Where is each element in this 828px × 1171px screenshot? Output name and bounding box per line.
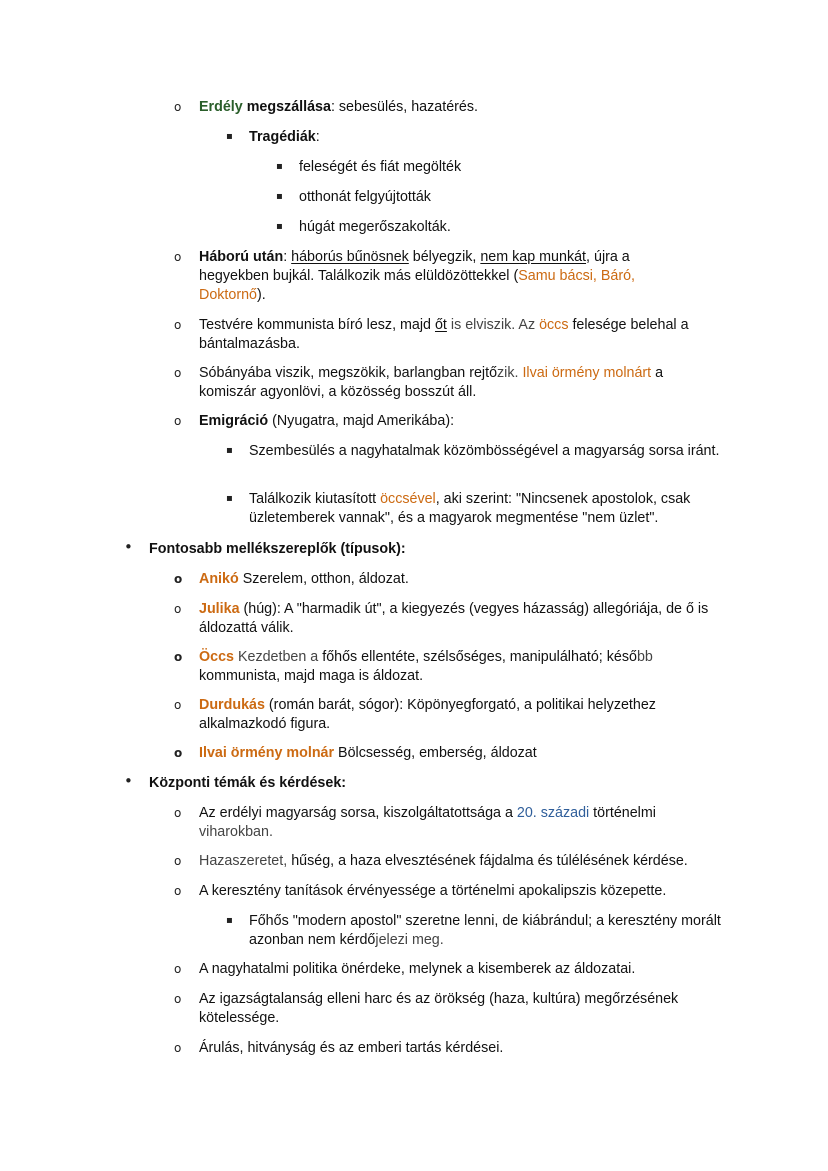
square-bullet-icon: ▪ bbox=[226, 493, 233, 504]
text: felesége belehal a bántalmazásba. bbox=[199, 317, 689, 352]
list-item-fohos bbox=[249, 912, 739, 950]
text: Az erdélyi magyarság sorsa, kiszolgáltatottsága a bbox=[199, 805, 517, 821]
list-item-ilvai bbox=[199, 744, 719, 763]
term-occsevel: öccsével bbox=[380, 491, 436, 507]
text: Testvére kommunista bíró lesz, majd bbox=[199, 317, 435, 333]
list-item-trag-1: feleségét és fiát megölték bbox=[299, 159, 462, 175]
circle-bullet-icon: o bbox=[174, 650, 183, 664]
text: kommunista, majd maga is áldozat. bbox=[199, 668, 424, 684]
text: ellentéte, szélsőséges, manipulálható; késő bbox=[357, 649, 637, 665]
circle-bullet-icon: o bbox=[174, 746, 183, 760]
square-bullet-icon: ▪ bbox=[276, 221, 283, 232]
list-item-sobanya bbox=[199, 364, 714, 402]
list-item-erdely bbox=[199, 98, 759, 117]
text: történelmi bbox=[589, 805, 656, 821]
list-item-julika bbox=[199, 600, 734, 638]
circle-bullet-icon: o bbox=[174, 100, 182, 114]
square-bullet-icon: ▪ bbox=[276, 191, 283, 202]
text: (húg): A "harmadik út", a kiegyezés (vegyes házasság) allegóriája, de ő is áldozattá válik. bbox=[199, 601, 709, 636]
circle-bullet-icon: o bbox=[174, 250, 182, 264]
square-bullet-icon: ▪ bbox=[226, 445, 233, 456]
text: Szerelem, otthon, áldozat. bbox=[238, 571, 409, 587]
text: hűség, a haza elvesztésének fájdalma és túlélésének kérdése. bbox=[287, 853, 688, 869]
list-item-emigracio bbox=[199, 412, 699, 431]
text: főhős bbox=[322, 649, 358, 665]
circle-bullet-icon: o bbox=[174, 854, 182, 868]
underlined-text: háborús bűnösnek bbox=[291, 249, 409, 265]
list-item-szembesules: Szembesülés a nagyhatalmak közömbösségével a magyarság sorsa iránt. bbox=[249, 443, 720, 459]
list-item-hazaszeretet bbox=[199, 852, 759, 871]
text: jelezi meg. bbox=[375, 932, 444, 948]
list-item-igazsag: Az igazságtalanság elleni harc és az örökség (haza, kultúra) megőrzésének kötelessége. bbox=[199, 991, 679, 1026]
term-tragediak: Tragédiák bbox=[249, 129, 316, 145]
term-julika: Julika bbox=[199, 601, 240, 617]
term-emigracio: Emigráció bbox=[199, 413, 269, 429]
circle-bullet-icon: o bbox=[174, 366, 182, 380]
term-occs: Öccs bbox=[199, 649, 234, 665]
colon: : bbox=[283, 249, 292, 265]
colon: : bbox=[315, 129, 320, 145]
dot-bullet-icon: • bbox=[124, 538, 133, 556]
erdely-desc: : sebesülés, hazatérés. bbox=[330, 99, 478, 115]
list-item-nagyhatalmi: A nagyhatalmi politika önérdeke, melynek a kisemberek az áldozatai. bbox=[199, 961, 636, 977]
text: ). bbox=[257, 287, 266, 303]
circle-bullet-icon: o bbox=[174, 806, 182, 820]
list-item-durdukas bbox=[199, 696, 699, 734]
text: Főhős "modern apostol" szeretne lenni, de kiábrándul; a keresztény morált azonban nem kérdő bbox=[249, 913, 721, 948]
list-item-trag-3: húgát megerőszakolták. bbox=[299, 219, 451, 235]
list-item-kereszteny: A keresztény tanítások érvényessége a történelmi apokalipszis közepette. bbox=[199, 883, 667, 899]
circle-bullet-icon: o bbox=[174, 318, 182, 332]
list-item-tragediak bbox=[249, 128, 749, 147]
term-ilvai-ormeny-molnar: Ilvai örmény molnár bbox=[199, 745, 335, 761]
heading-fontosabb: Fontosabb mellékszereplők (típusok): bbox=[149, 541, 406, 557]
circle-bullet-icon: o bbox=[174, 414, 182, 428]
square-bullet-icon: ▪ bbox=[276, 161, 283, 172]
circle-bullet-icon: o bbox=[174, 572, 183, 586]
text: a komiszár agyonlövi, a közösség bosszút áll. bbox=[199, 365, 664, 400]
circle-bullet-icon: o bbox=[174, 698, 182, 712]
text: is elviszik. Az bbox=[446, 317, 540, 333]
text: Bölcsesség, emberség, áldozat bbox=[334, 745, 537, 761]
term-20-szazadi: 20. századi bbox=[516, 805, 590, 821]
text: bélyegzik, bbox=[408, 249, 481, 265]
list-item-erdelyi bbox=[199, 804, 729, 842]
text: Hazaszeretet, bbox=[199, 853, 288, 869]
square-bullet-icon: ▪ bbox=[226, 131, 233, 142]
names-orange: Samu bácsi, Báró, Doktornő bbox=[199, 268, 636, 303]
term-aniko: Anikó bbox=[199, 571, 239, 587]
circle-bullet-icon: o bbox=[174, 1041, 182, 1055]
term-haboru-utan: Háború után bbox=[199, 249, 284, 265]
list-item-occs bbox=[199, 648, 699, 686]
term-durdukas: Durdukás bbox=[199, 697, 265, 713]
text: (Nyugatra, majd Amerikába): bbox=[268, 413, 455, 429]
underlined-text: őt bbox=[434, 317, 447, 333]
square-bullet-icon: ▪ bbox=[226, 915, 233, 926]
list-item-talalkozik bbox=[249, 490, 734, 528]
list-item-trag-2: otthonát felgyújtották bbox=[299, 189, 431, 205]
list-item-arulas: Árulás, hitványság és az emberi tartás kérdései. bbox=[199, 1040, 504, 1056]
term-megszallasa: megszállása bbox=[246, 99, 331, 115]
term-erdely: Erdély bbox=[199, 99, 243, 115]
text: Kezdetben a bbox=[233, 649, 323, 665]
text: , újra a hegyekben bujkál. Találkozik más elüldözöttekkel ( bbox=[199, 249, 630, 284]
text: , aki szerint: "Nincsenek apostolok, csak üzletemberek vannak", és a magyarok megmentése "nem üzlet". bbox=[249, 491, 691, 526]
text: Sóbányába viszik, megszökik, barlangban rejtő bbox=[199, 365, 498, 381]
text: Találkozik kiutasított bbox=[249, 491, 381, 507]
underlined-text: nem kap munkát bbox=[480, 249, 587, 265]
circle-bullet-icon: o bbox=[174, 962, 182, 976]
text: bb bbox=[636, 649, 653, 665]
list-item-aniko bbox=[199, 570, 719, 589]
text: zik. bbox=[497, 365, 519, 381]
term-occs: öccs bbox=[539, 317, 569, 333]
heading-kozponti: Központi témák és kérdések: bbox=[149, 775, 347, 791]
text: (román barát, sógor): Köpönyegforgató, a politikai helyzethez alkalmazkodó figura. bbox=[199, 697, 656, 732]
term-ilvai: Ilvai örmény molnárt bbox=[518, 365, 652, 381]
text: viharokban. bbox=[199, 824, 273, 840]
list-item-testvere bbox=[199, 316, 734, 354]
circle-bullet-icon: o bbox=[174, 884, 182, 898]
list-item-haboru bbox=[199, 248, 699, 305]
circle-bullet-icon: o bbox=[174, 992, 182, 1006]
circle-bullet-icon: o bbox=[174, 602, 182, 616]
dot-bullet-icon: • bbox=[124, 772, 133, 790]
